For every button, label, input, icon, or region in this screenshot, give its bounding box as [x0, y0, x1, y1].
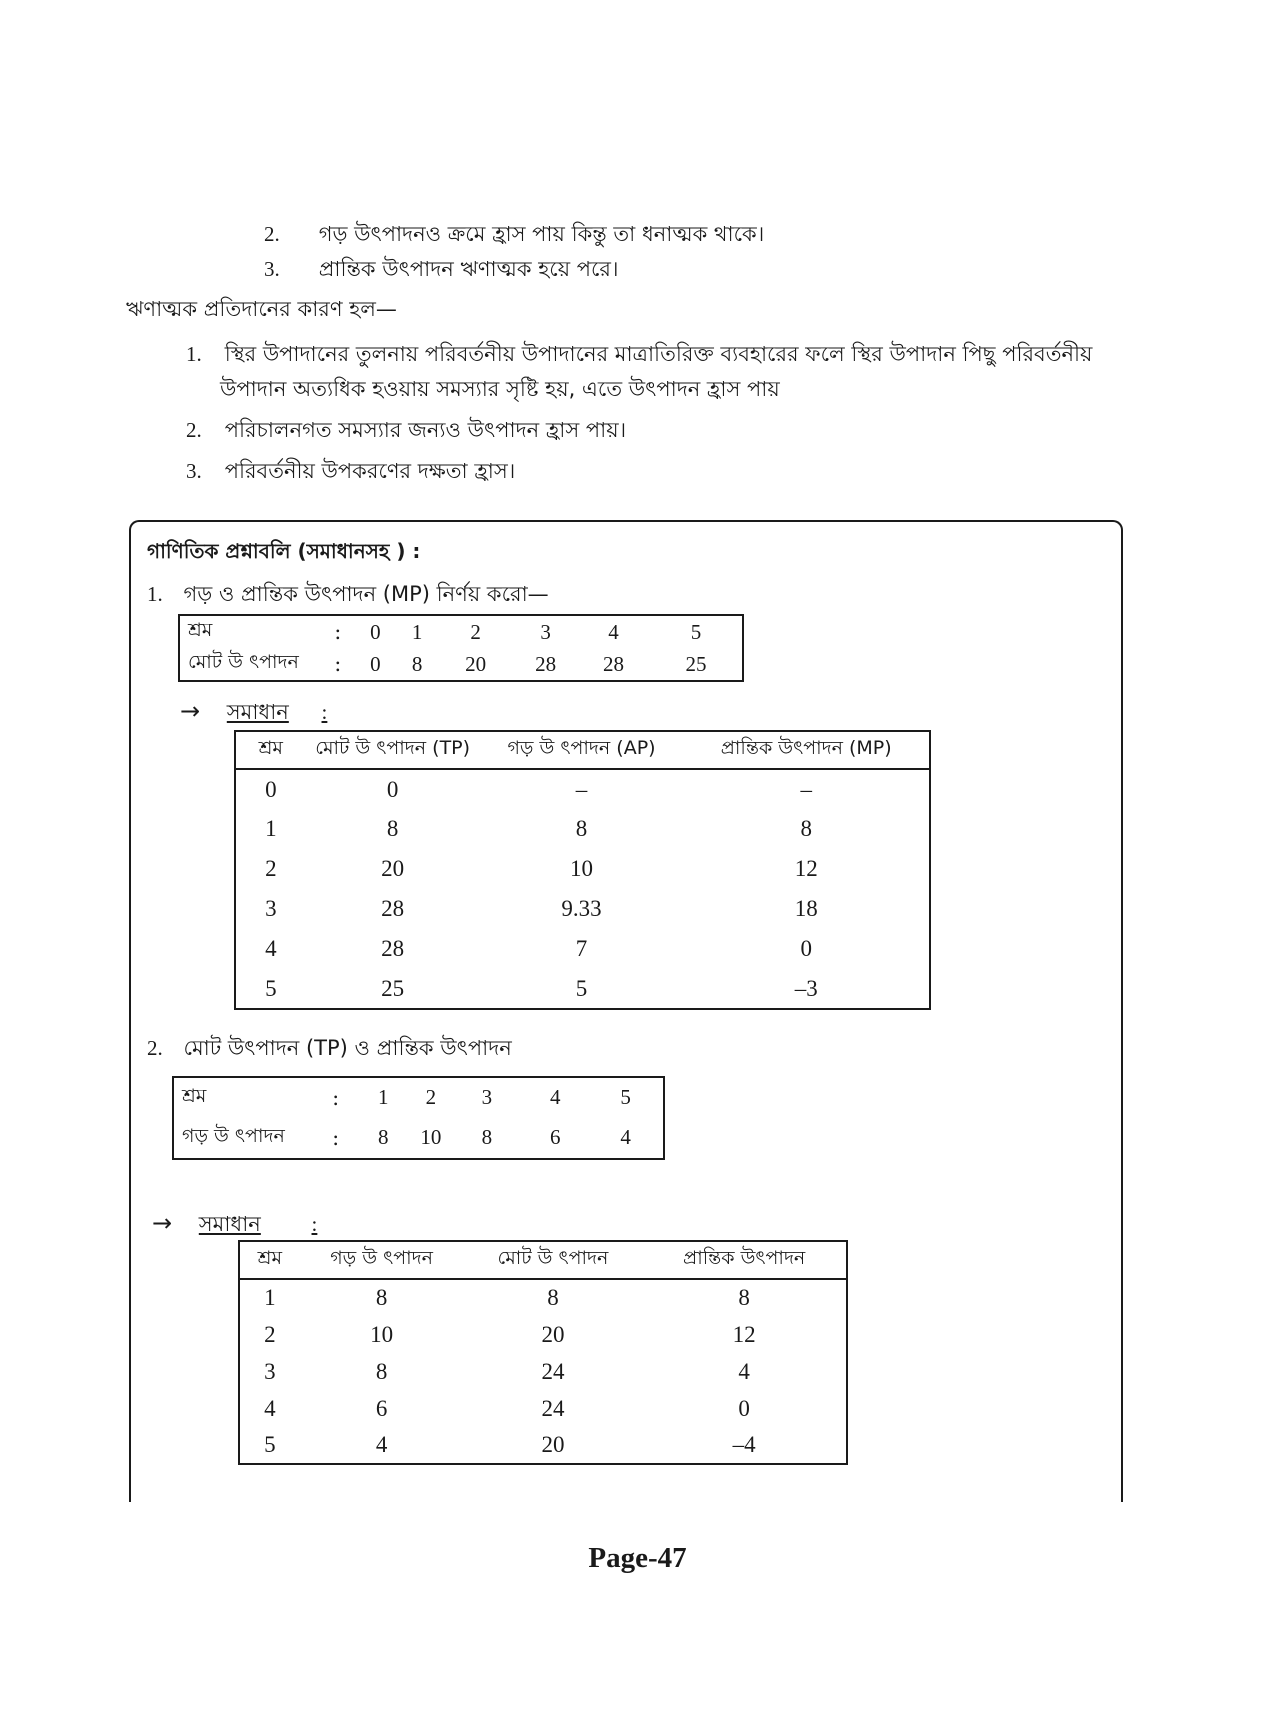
- question-number: 2.: [147, 1036, 163, 1060]
- table-cell: 6: [375, 1395, 388, 1421]
- table-cell: 0: [800, 936, 812, 961]
- table-cell: 8: [375, 1285, 388, 1310]
- table-row: [239, 1390, 847, 1427]
- table-cell: 5: [575, 975, 588, 1001]
- table-cell: 8: [378, 1125, 389, 1149]
- table-cell: 10: [420, 1125, 442, 1149]
- table-cell: 8: [386, 816, 399, 841]
- row-label: শ্রম: [182, 1084, 207, 1107]
- list-item: [264, 257, 619, 282]
- table-cell: 0: [370, 651, 381, 676]
- table-cell: 24: [541, 1395, 565, 1421]
- box-title: গাণিতিক প্রশ্নাবলি (সমাধানসহ ) :: [147, 539, 421, 563]
- column-header: গড় উ ৎপাদন (AP): [480, 731, 684, 769]
- table-cell: 3: [481, 1085, 493, 1109]
- row-label: গড় উ ৎপাদন: [182, 1124, 285, 1147]
- table-cell: 28: [535, 651, 557, 676]
- table-row: [179, 615, 743, 648]
- table-header-row: [235, 731, 930, 769]
- table-cell: 10: [370, 1321, 394, 1347]
- table-cell: 1: [265, 816, 277, 841]
- table-row: [239, 1316, 847, 1353]
- question-number: 1.: [147, 582, 163, 606]
- table-cell: –: [800, 776, 812, 802]
- table-cell: 1: [264, 1285, 276, 1310]
- list-number: 3.: [186, 459, 202, 483]
- table-cell: 3: [264, 1358, 276, 1384]
- list-text: পরিচালনগত সমস্যার জন্যও উৎপাদন হ্রাস পায়।: [224, 418, 627, 442]
- column-header: শ্রম: [235, 731, 306, 769]
- table-cell: 25: [381, 975, 405, 1001]
- list-number: 3.: [264, 257, 280, 281]
- table-header-row: [239, 1241, 847, 1279]
- table-cell: 6: [549, 1125, 561, 1149]
- table-row: [239, 1353, 847, 1390]
- page-number: Page-47: [588, 1542, 687, 1574]
- list-item: [186, 342, 1092, 367]
- colon: :: [334, 652, 342, 676]
- table-row: [179, 648, 743, 681]
- table-cell: 8: [547, 1285, 559, 1310]
- solution-label-2: [152, 1209, 317, 1238]
- table-cell: 10: [570, 856, 594, 881]
- table-row: [239, 1427, 847, 1464]
- colon: :: [321, 700, 328, 724]
- table-cell: 28: [381, 896, 405, 921]
- table-cell: 8: [481, 1125, 493, 1149]
- table-cell: 25: [685, 651, 707, 676]
- question-text: গড় ও প্রান্তিক উৎপাদন (MP) নির্ণয় করো—: [183, 582, 549, 606]
- table-cell: 0: [265, 776, 277, 802]
- column-header: মোট উ ৎপাদন (TP): [306, 731, 480, 769]
- list-item: [186, 418, 626, 443]
- table-cell: 20: [465, 651, 487, 676]
- list-item: [186, 459, 515, 484]
- table-cell: 0: [738, 1395, 750, 1421]
- colon: :: [311, 1212, 318, 1236]
- table-cell: 4: [549, 1085, 561, 1109]
- table-cell: 20: [541, 1321, 565, 1347]
- table-cell: 18: [794, 896, 818, 921]
- table-row: [235, 809, 930, 849]
- table-cell: 20: [381, 856, 405, 881]
- table-cell: 4: [264, 1395, 276, 1421]
- table-cell: 8: [575, 816, 588, 841]
- table-cell: 12: [732, 1321, 756, 1347]
- question-2: [147, 1036, 512, 1061]
- question-text: মোট উৎপাদন (TP) ও প্রান্তিক উৎপাদন: [183, 1036, 512, 1060]
- table-cell: 7: [575, 936, 588, 961]
- question-1: [147, 582, 549, 607]
- column-header: মোট উ ৎপাদন: [464, 1241, 643, 1279]
- table-cell: 4: [620, 1125, 631, 1149]
- table-row: [235, 929, 930, 969]
- question-1-table: [178, 614, 744, 682]
- table-cell: 1: [378, 1085, 389, 1109]
- table-cell: 8: [800, 816, 812, 841]
- table-cell: 4: [608, 619, 619, 644]
- table-row: [235, 769, 930, 809]
- table-cell: 20: [541, 1432, 565, 1457]
- column-header: প্রান্তিক উৎপাদন (MP): [683, 731, 930, 769]
- solution-text: সমাধান: [226, 700, 289, 724]
- table-cell: 5: [620, 1085, 631, 1109]
- column-header: গড় উ ৎপাদন: [300, 1241, 464, 1279]
- colon: :: [334, 620, 342, 644]
- column-header: শ্রম: [239, 1241, 300, 1279]
- table-cell: 5: [690, 619, 702, 644]
- table-cell: 5: [264, 1432, 276, 1457]
- solution-text: সমাধান: [198, 1212, 261, 1236]
- list-number: 1.: [186, 342, 202, 366]
- question-2-table: [172, 1076, 665, 1160]
- table-cell: 2: [264, 1321, 276, 1347]
- table-cell: 8: [738, 1285, 750, 1310]
- table-cell: 0: [370, 619, 381, 644]
- list-number: 2.: [264, 222, 280, 246]
- list-text-continued: উপাদান অত্যধিক হওয়ায় সমস্যার সৃষ্টি হয়, এতে উৎপাদন হ্রাস পায়: [220, 377, 780, 401]
- list-text: গড় উৎপাদনও ক্রমে হ্রাস পায় কিন্তু তা ধনাত্মক থাকে।: [318, 222, 765, 246]
- solution-1-table: [234, 730, 931, 1010]
- table-cell: 8: [375, 1358, 388, 1384]
- colon: :: [332, 1085, 340, 1110]
- table-cell: 3: [540, 619, 551, 644]
- list-text: স্থির উপাদানের তুলনায় পরিবর্তনীয় উপাদানের মাত্রাতিরিক্ত ব্যবহারের ফলে স্থির উপাদান পিছু পরিবর্তনীয়: [224, 342, 1093, 366]
- row-label: শ্রম: [188, 619, 213, 641]
- table-cell: 8: [411, 651, 423, 676]
- table-cell: 0: [386, 776, 399, 802]
- list-text: পরিবর্তনীয় উপকরণের দক্ষতা হ্রাস।: [224, 459, 516, 483]
- table-row: [239, 1279, 847, 1316]
- arrow-right-icon: →: [180, 697, 201, 725]
- table-cell: –: [575, 776, 588, 802]
- list-item: [264, 222, 764, 247]
- table-row: [235, 969, 930, 1009]
- list-number: 2.: [186, 418, 202, 442]
- table-cell: 4: [738, 1358, 750, 1384]
- table-cell: –3: [794, 975, 818, 1001]
- table-cell: 4: [265, 936, 277, 961]
- colon: :: [332, 1125, 340, 1150]
- table-row: [173, 1077, 664, 1117]
- section-heading: ঋণাত্মক প্রতিদানের কারণ হল—: [126, 297, 397, 321]
- table-cell: –4: [732, 1432, 756, 1457]
- row-label: মোট উ ৎপাদন: [188, 651, 299, 673]
- table-cell: 2: [425, 1085, 437, 1109]
- table-cell: 9.33: [561, 896, 602, 921]
- solution-2-table: [238, 1240, 848, 1465]
- solution-label-1: [180, 697, 327, 726]
- arrow-right-icon: →: [152, 1209, 173, 1237]
- table-cell: 4: [375, 1432, 388, 1457]
- list-text: প্রান্তিক উৎপাদন ঋণাত্মক হয়ে পরে।: [318, 257, 619, 281]
- table-cell: 24: [541, 1358, 565, 1384]
- table-cell: 2: [470, 619, 481, 644]
- table-cell: 5: [265, 975, 277, 1001]
- table-cell: 3: [265, 896, 277, 921]
- table-row: [173, 1117, 664, 1159]
- table-row: [235, 889, 930, 929]
- table-cell: 12: [794, 856, 818, 881]
- table-cell: 2: [265, 856, 277, 881]
- table-cell: 28: [602, 651, 624, 676]
- table-cell: 28: [381, 936, 405, 961]
- table-row: [235, 849, 930, 889]
- table-cell: 1: [411, 619, 423, 644]
- column-header: প্রান্তিক উৎপাদন: [642, 1241, 847, 1279]
